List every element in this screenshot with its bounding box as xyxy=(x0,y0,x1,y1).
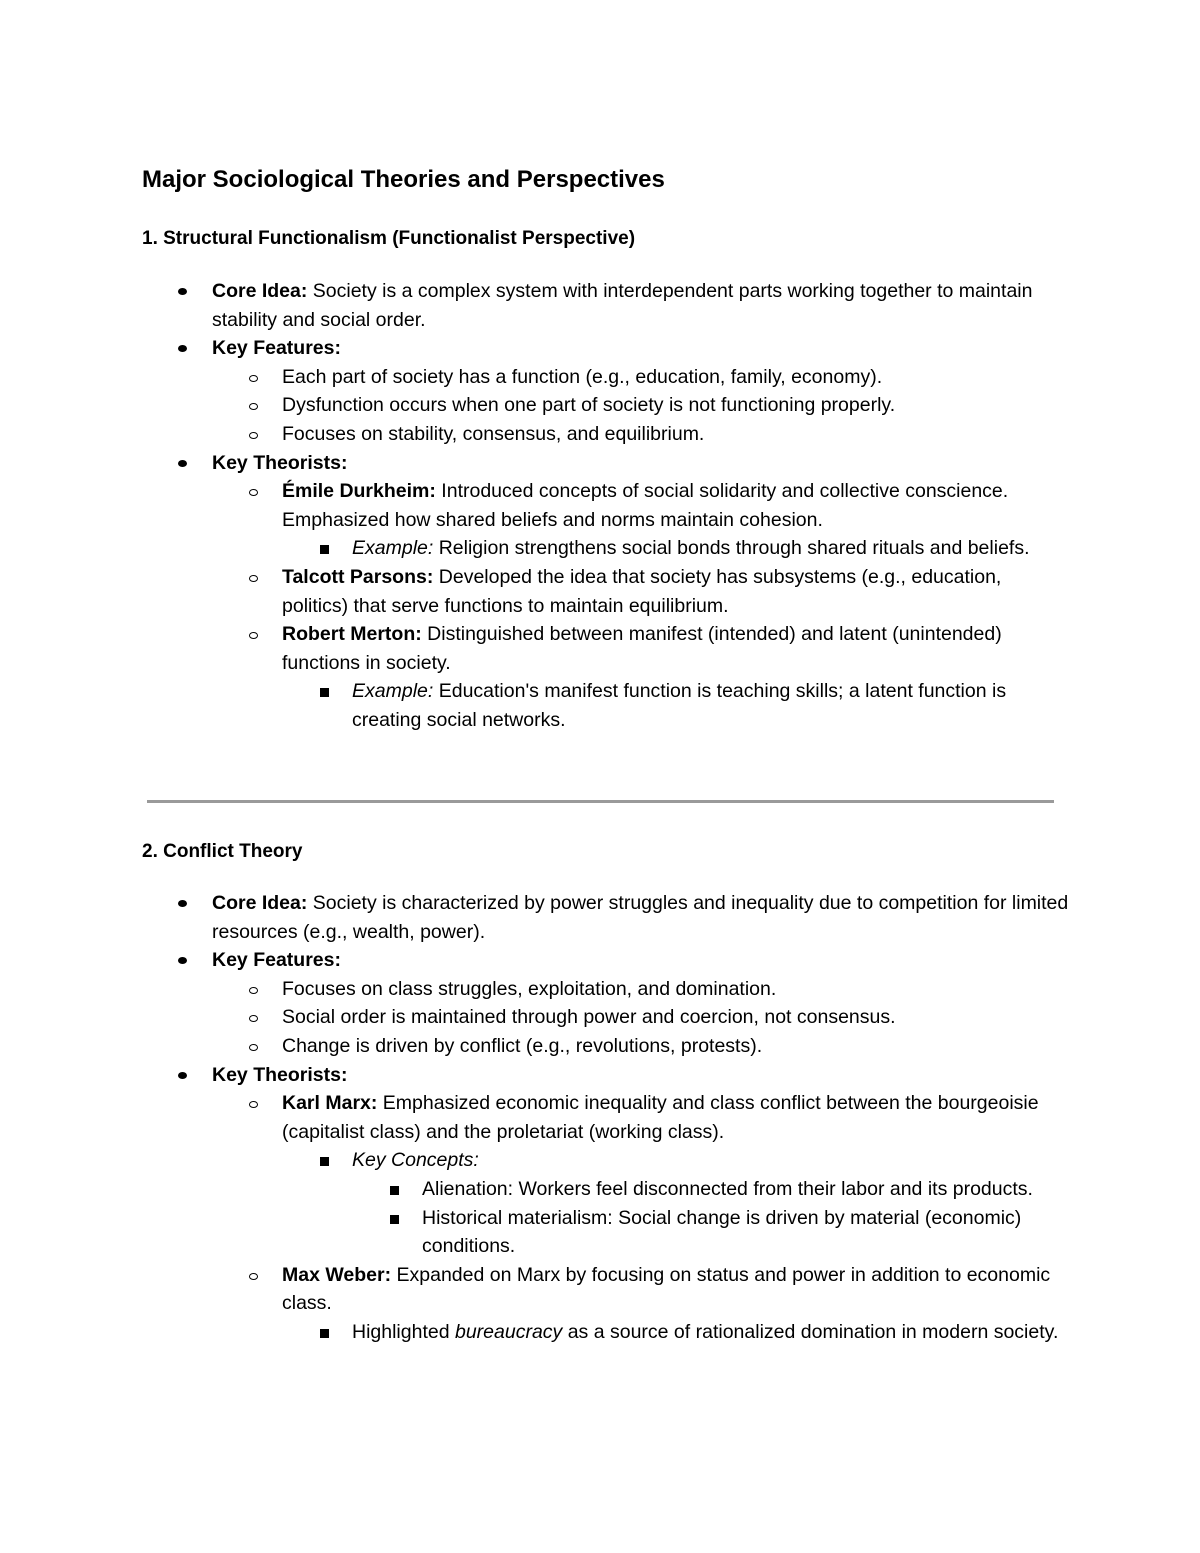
feature-text: Each part of society has a function (e.g., education, family, economy). xyxy=(282,365,883,388)
theorist-text: Emphasized economic inequality and class conflict between the bourgeoisie (capitalist class) and the proletariat (working class). xyxy=(282,1092,1039,1143)
circle-bullet-icon xyxy=(249,432,258,439)
core-idea-label: Core Idea: xyxy=(212,892,308,914)
list-item xyxy=(142,1318,1072,1347)
list-item xyxy=(142,1003,1072,1032)
theorist-text: Introduced concepts of social solidarity and collective conscience. Emphasized how shared beliefs and norms maintain cohesion. xyxy=(282,480,1009,531)
theorist-name: Talcott Parsons: xyxy=(282,565,434,588)
circle-bullet-icon xyxy=(249,403,258,410)
theorist-text: Distinguished between manifest (intended) and latent (unintended) functions in society. xyxy=(282,623,1002,674)
highlight-text: Highlighted xyxy=(352,1320,455,1343)
highlight-term: bureaucracy xyxy=(454,1320,563,1343)
example-text: Education's manifest function is teaching skills; a latent function is creating social networks. xyxy=(352,680,1007,731)
bullet-icon xyxy=(178,460,187,467)
bullet-icon xyxy=(178,900,187,907)
feature-text: Focuses on stability, consensus, and equilibrium. xyxy=(282,422,705,445)
section-heading-structural-functionalism: 1. Structural Functionalism (Functionalist Perspective) xyxy=(142,228,636,249)
circle-bullet-icon xyxy=(249,1044,258,1051)
list-item xyxy=(142,563,1072,620)
concept-text: Historical materialism: Social change is driven by material (economic) conditions. xyxy=(422,1206,1022,1258)
list-item xyxy=(142,334,1072,448)
page-title: Major Sociological Theories and Perspectives xyxy=(142,166,665,193)
bullet-icon xyxy=(178,288,187,295)
highlight-text: as a source of rationalized domination in modern society. xyxy=(562,1320,1059,1343)
list-item xyxy=(142,889,1072,946)
square-bullet-icon xyxy=(390,1215,399,1224)
section-heading-conflict-theory: 2. Conflict Theory xyxy=(142,841,303,862)
key-theorists-label: Key Theorists: xyxy=(212,1063,348,1086)
key-concepts-label: Key Concepts: xyxy=(352,1149,479,1172)
feature-text: Focuses on class struggles, exploitation, and domination. xyxy=(282,977,777,1000)
theorist-name: Karl Marx: xyxy=(282,1092,378,1115)
list-item xyxy=(142,1146,1072,1260)
square-bullet-icon xyxy=(320,545,329,554)
list-item xyxy=(142,534,1072,563)
circle-bullet-icon xyxy=(249,1273,258,1280)
example-label: Example: xyxy=(352,537,434,560)
square-bullet-icon xyxy=(390,1186,399,1195)
circle-bullet-icon xyxy=(249,632,258,639)
list-item xyxy=(142,1061,1072,1347)
theorist-name: Max Weber: xyxy=(282,1263,392,1286)
feature-text: Change is driven by conflict (e.g., revolutions, protests). xyxy=(282,1034,763,1057)
core-idea-label: Core Idea: xyxy=(212,280,308,302)
bullet-icon xyxy=(178,1072,187,1079)
example-text: Religion strengthens social bonds through shared rituals and beliefs. xyxy=(433,537,1030,560)
structural-functionalism-list xyxy=(142,277,1072,735)
conflict-theory-list xyxy=(142,889,1072,1347)
list-item xyxy=(142,677,1072,734)
feature-text: Social order is maintained through power and coercion, not consensus. xyxy=(282,1006,896,1029)
circle-bullet-icon xyxy=(249,375,258,382)
circle-bullet-icon xyxy=(249,489,258,496)
list-item xyxy=(142,277,1072,334)
list-item xyxy=(142,1204,1072,1261)
list-item xyxy=(142,620,1072,734)
list-item xyxy=(142,1261,1072,1347)
horizontal-divider xyxy=(147,800,1054,803)
list-item xyxy=(142,1089,1072,1261)
theorist-name: Émile Durkheim: xyxy=(282,480,436,503)
theorist-text: Expanded on Marx by focusing on status and power in addition to economic class. xyxy=(282,1263,1051,1315)
square-bullet-icon xyxy=(320,1157,329,1166)
example-label: Example: xyxy=(352,680,434,703)
list-item xyxy=(142,420,1072,449)
list-item xyxy=(142,1175,1072,1204)
square-bullet-icon xyxy=(320,688,329,697)
feature-text: Dysfunction occurs when one part of society is not functioning properly. xyxy=(282,394,896,417)
list-item xyxy=(142,975,1072,1004)
list-item xyxy=(142,477,1072,563)
circle-bullet-icon xyxy=(249,987,258,994)
core-idea-text: Society is characterized by power struggles and inequality due to competition for limited resources (e.g., wealth, power). xyxy=(212,892,1069,943)
concept-text: Alienation: Workers feel disconnected from their labor and its products. xyxy=(422,1177,1033,1200)
theorist-name: Robert Merton: xyxy=(282,623,422,646)
circle-bullet-icon xyxy=(249,1101,258,1108)
list-item xyxy=(142,449,1072,735)
list-item xyxy=(142,363,1072,392)
circle-bullet-icon xyxy=(249,1015,258,1022)
key-features-label: Key Features: xyxy=(212,337,341,360)
bullet-icon xyxy=(178,957,187,964)
list-item xyxy=(142,391,1072,420)
core-idea-text: Society is a complex system with interdependent parts working together to maintain stability and social order. xyxy=(212,280,1033,331)
key-theorists-label: Key Theorists: xyxy=(212,451,348,474)
list-item xyxy=(142,1032,1072,1061)
theorist-text: Developed the idea that society has subsystems (e.g., education, politics) that serve functions to maintain equilibrium. xyxy=(282,565,1002,617)
square-bullet-icon xyxy=(320,1329,329,1338)
circle-bullet-icon xyxy=(249,575,258,582)
bullet-icon xyxy=(178,345,187,352)
list-item xyxy=(142,946,1072,1060)
key-features-label: Key Features: xyxy=(212,949,341,972)
